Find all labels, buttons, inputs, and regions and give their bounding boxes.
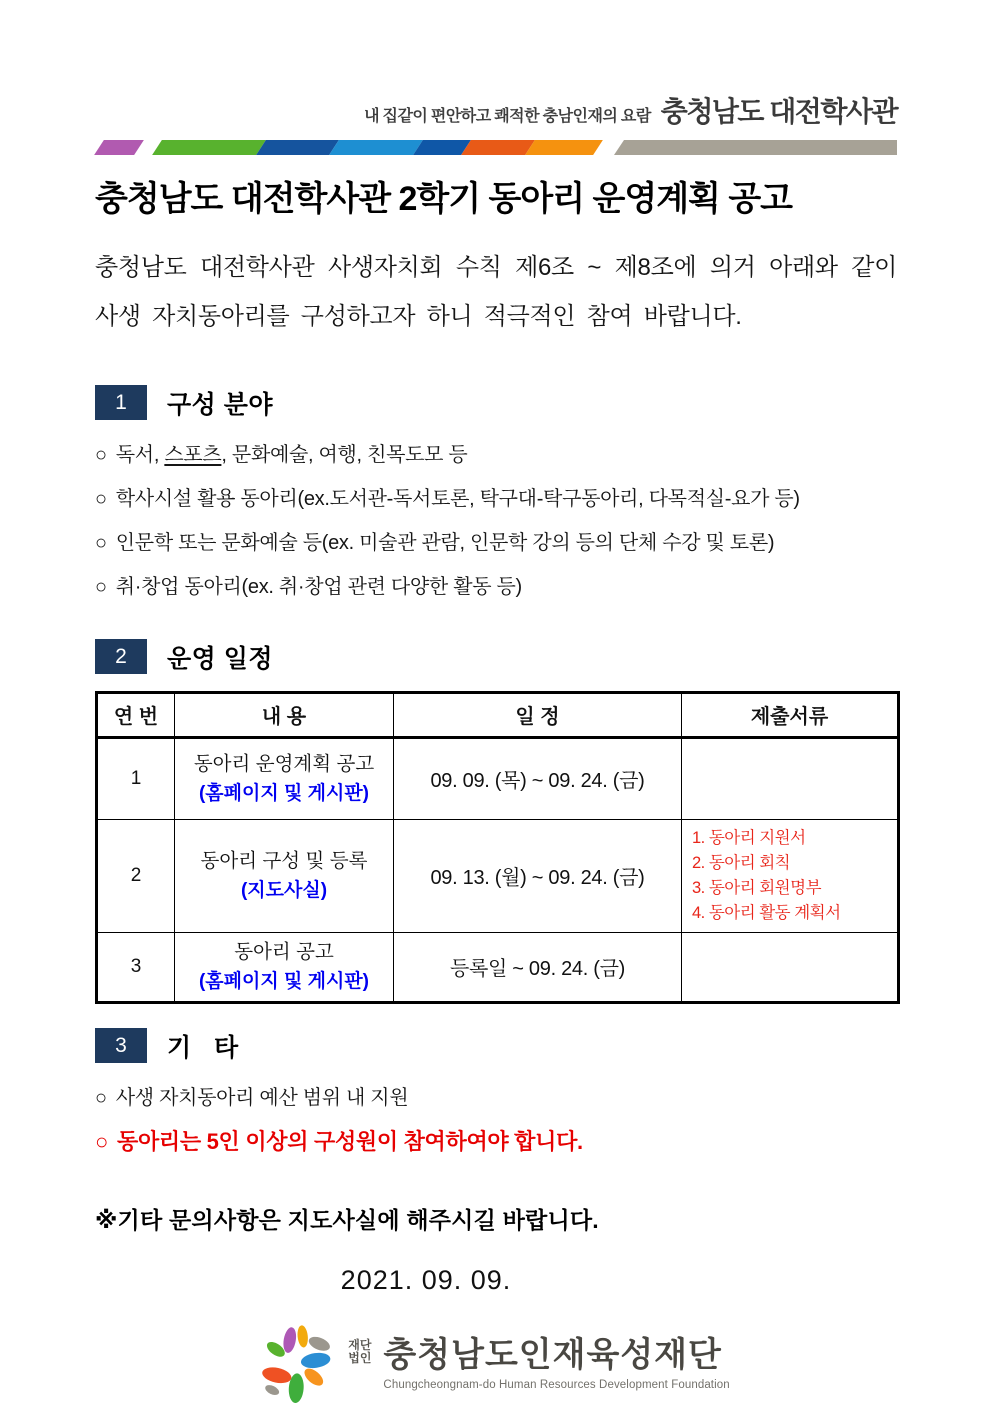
content-main: 동아리 공고 [234, 940, 334, 963]
logo-entity-type-bottom: 법인 [348, 1350, 372, 1365]
section-2-number-badge: 2 [95, 639, 147, 674]
column-header-schedule: 일 정 [394, 692, 682, 737]
circle-bullet-icon: ○ [95, 443, 107, 466]
section-3-title: 기 타 [167, 1033, 239, 1062]
row-number: 1 [97, 737, 175, 819]
doc-item: 2. 동아리 회칙 [692, 853, 791, 872]
doc-item: 4. 동아리 활동 계획서 [692, 903, 841, 922]
column-header-no: 연 번 [97, 692, 175, 737]
circle-bullet-icon: ○ [95, 487, 107, 510]
table-row [97, 819, 899, 932]
doc-item: 1. 동아리 지원서 [692, 828, 806, 847]
content-location: (홈페이지 및 게시판) [198, 782, 370, 804]
section-1-heading [95, 385, 897, 421]
content-location: (홈페이지 및 게시판) [198, 970, 370, 992]
logo-entity-type-top: 재단 [348, 1337, 372, 1352]
schedule-table [95, 691, 900, 1004]
section-2-title: 운영 일정 [167, 644, 274, 673]
stripe-orange-segment [525, 140, 603, 155]
content-main: 동아리 구성 및 등록 [200, 849, 368, 872]
bullet-item-highlighted [95, 1120, 897, 1164]
bullet-text: 동아리는 5인 이상의 구성원이 참여하여야 합니다. [117, 1128, 583, 1154]
bullet-item [95, 477, 897, 521]
decorative-stripe [95, 140, 897, 155]
column-header-content: 내 용 [175, 692, 394, 737]
foundation-name-english: Chungcheongnam-do Human Resources Development Foundation [383, 1378, 730, 1391]
section-2-heading [95, 639, 897, 675]
row-content [175, 737, 394, 819]
circle-bullet-icon: ○ [95, 1128, 108, 1154]
bullet-text: 사생 자치동아리 예산 범위 내 지원 [115, 1086, 409, 1109]
row-number: 3 [97, 932, 175, 1002]
pinwheel-logo-icon [262, 1323, 336, 1409]
row-schedule: 09. 13. (월) ~ 09. 24. (금) [394, 819, 682, 932]
section-1-bullets [95, 433, 897, 609]
bullet-item [95, 433, 897, 477]
row-docs [682, 819, 899, 932]
section-3-number-badge: 3 [95, 1028, 147, 1063]
bullet-item [95, 565, 897, 609]
bullet-text: 인문학 또는 문화예술 등(ex. 미술관 관람, 인문학 강의 등의 단체 수강 및 토론) [115, 531, 775, 554]
circle-bullet-icon: ○ [95, 1086, 107, 1109]
brand-name: 충청남도 대전학사관 [660, 96, 897, 127]
section-3-heading [95, 1028, 897, 1064]
logo-entity-type [348, 1339, 371, 1365]
brand-header [95, 90, 897, 130]
row-schedule: 09. 09. (목) ~ 09. 24. (금) [394, 737, 682, 819]
foundation-name: 충청남도인재육성재단 [383, 1335, 722, 1374]
intro-paragraph: 충청남도 대전학사관 사생자치회 수칙 제6조 ~ 제8조에 의거 아래와 같이 사생 자치동아리를 구성하고자 하니 적극적인 참여 바랍니다. [95, 253, 897, 330]
section-1-number-badge: 1 [95, 385, 147, 420]
table-header-row [97, 692, 899, 737]
content-main: 동아리 운영계획 공고 [193, 752, 375, 775]
circle-bullet-icon: ○ [95, 531, 107, 554]
contact-note: ※기타 문의사항은 지도사실에 해주시길 바랍니다. [95, 1206, 599, 1233]
circle-bullet-icon: ○ [95, 575, 107, 598]
issue-date: 2021. 09. 09. [340, 1264, 512, 1295]
row-schedule: 등록일 ~ 09. 24. (금) [394, 932, 682, 1002]
bullet-text: 학사시설 활용 동아리(ex.도서관-독서토론, 탁구대-탁구동아리, 다목적실-요가 등) [115, 487, 800, 510]
bullet-item [95, 521, 897, 565]
row-docs [682, 932, 899, 1002]
table-row [97, 737, 899, 819]
stripe-gray-bar [614, 140, 897, 155]
row-content [175, 819, 394, 932]
bullet-text-underlined: 스포츠 [164, 443, 222, 466]
stripe-green-segment [152, 140, 266, 155]
stripe-purple-segment [94, 140, 144, 155]
row-content [175, 932, 394, 1002]
stripe-darkblue-segment [256, 140, 339, 155]
stripe-redorange-segment [461, 140, 535, 155]
bullet-text: 취·창업 동아리(ex. 취·창업 관련 다양한 활동 등) [115, 575, 522, 598]
section-3-bullets [95, 1076, 897, 1164]
brand-tagline: 내 집같이 편안하고 쾌적한 충남인재의 요람 [364, 108, 651, 125]
stripe-color-group [157, 140, 598, 155]
table-row [97, 932, 899, 1002]
stripe-lightblue-segment [329, 140, 423, 155]
section-1-title: 구성 분야 [167, 390, 274, 419]
foundation-logo [95, 1323, 897, 1409]
row-docs [682, 737, 899, 819]
doc-item: 3. 동아리 회원명부 [692, 878, 822, 897]
bullet-text: , 문화예술, 여행, 친목도모 등 [221, 443, 468, 466]
bullet-item [95, 1076, 897, 1120]
column-header-docs: 제출서류 [682, 692, 899, 737]
bullet-text: 독서, [115, 443, 165, 466]
row-number: 2 [97, 819, 175, 932]
content-location: (지도사실) [240, 879, 328, 901]
logo-text-block [383, 1323, 729, 1391]
page-title: 충청남도 대전학사관 2학기 동아리 운영계획 공고 [95, 180, 793, 218]
